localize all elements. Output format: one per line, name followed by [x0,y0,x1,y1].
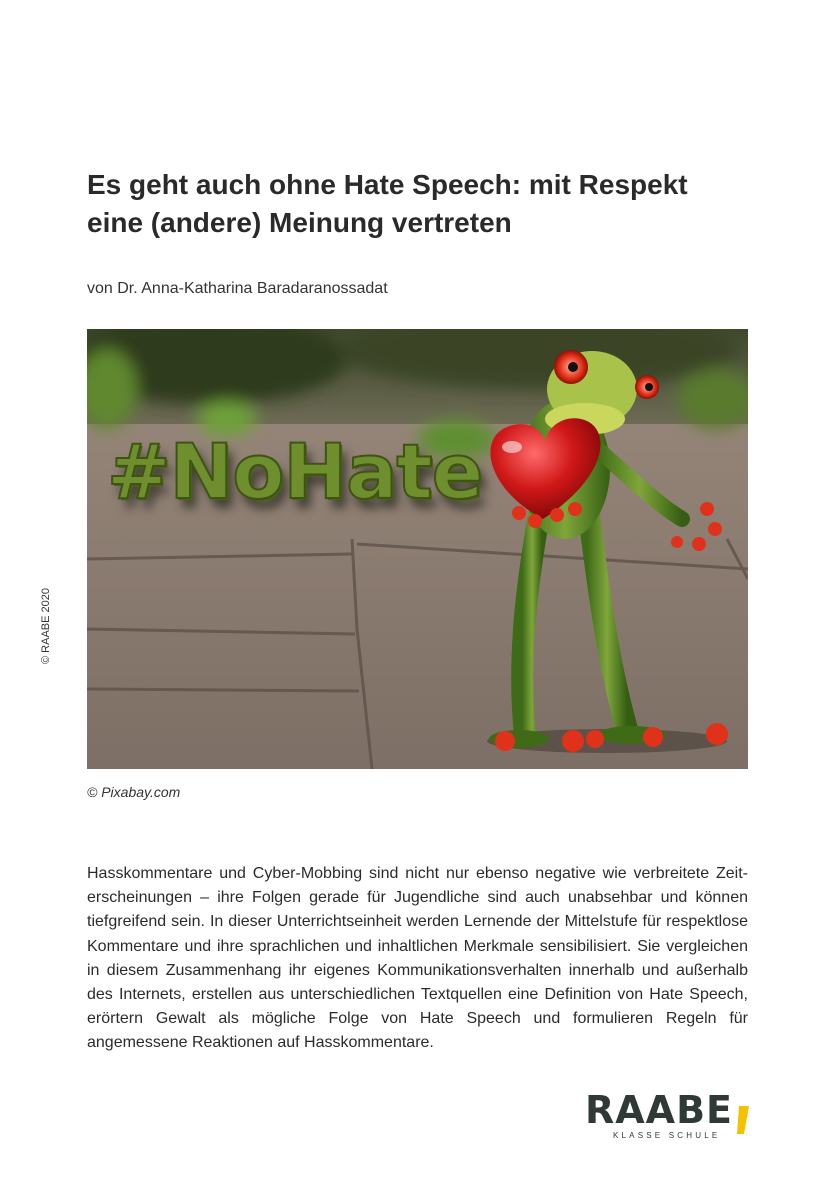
nohate-overlay-text: #NoHate [107,427,483,516]
image-caption: © Pixabay.com [87,784,181,800]
author-line: von Dr. Anna-Katharina Baradaranossadat [87,280,388,297]
cover-photo [87,329,748,769]
side-copyright: © RAABE 2020 [40,588,52,664]
frog-illustration [87,329,748,769]
intro-paragraph: Hasskommentare und Cyber-Mobbing sind nicht nur ebenso negative wie verbreitete Zeiterscheinungen – ihre Folgen gerade für Jugendliche sind auch unabsehbar und können tiefgreifend sein. In dieser Unterrichtseinheit werden Lernende der Mittelstufe für respektlose Kommentare und ihre sprachlichen und inhaltlichen Merkmale sensibilisiert. Sie vergleichen in diesem Zusammenhang ihr eigenes Kommunikationsverhalten innerhalb und außerhalb des Internets, erstellen aus unterschiedlichen Textquellen eine Definition von Hate Speech, erörtern Gewalt als mögliche Folge von Hate Speech und formulieren Regeln für angemessene Reaktionen auf Hasskommentare. [87,865,748,1052]
logo-tagline: KLASSE SCHULE [613,1131,721,1140]
logo-wordmark: RAABE [585,1088,734,1132]
logo-comma-icon [737,1106,749,1134]
title-line-1: Es geht auch ohne Hate Speech: mit Respekt [87,169,688,200]
page-title [87,166,767,242]
title-line-2: eine (andere) Meinung vertreten [87,207,512,238]
raabe-logo [585,1090,755,1150]
